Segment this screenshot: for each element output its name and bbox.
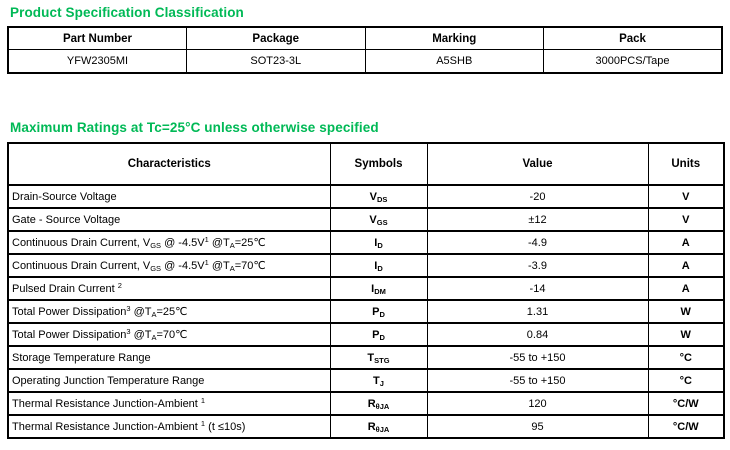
max-ratings-row [8,208,724,231]
max-ratings-row [8,231,724,254]
max-ratings-header-cell: Units [648,143,724,185]
product-spec-header-cell: Pack [544,27,723,50]
units-cell: A [648,277,724,300]
max-ratings-header-row [8,143,724,185]
units-cell: °C [648,346,724,369]
value-cell: 1.31 [427,300,648,323]
product-spec-header-cell: Package [187,27,366,50]
product-spec-data-cell: SOT23-3L [187,50,366,74]
max-ratings-table [7,142,725,439]
characteristic-cell: Thermal Resistance Junction-Ambient $^1$ [8,392,330,415]
symbol-cell: $R_{\theta JA}$ [330,392,427,415]
characteristic-cell: Pulsed Drain Current $^2$ [8,277,330,300]
product-spec-table [7,26,723,74]
symbol-cell: $T_J$ [330,369,427,392]
value-cell: ±12 [427,208,648,231]
max-ratings-row [8,369,724,392]
max-ratings-header-cell: Characteristics [8,143,330,185]
max-ratings-header-cell: Value [427,143,648,185]
characteristic-cell: Gate - Source Voltage [8,208,330,231]
characteristic-cell: Thermal Resistance Junction-Ambient $^1$ (t ≤10s) [8,415,330,438]
max-ratings-row [8,415,724,438]
units-cell: W [648,300,724,323]
units-cell: V [648,185,724,208]
units-cell: V [648,208,724,231]
product-spec-header-row [8,27,722,50]
units-cell: A [648,254,724,277]
max-ratings-row [8,346,724,369]
symbol-cell: $V_{GS}$ [330,208,427,231]
characteristic-cell: Total Power Dissipation$^3$ $@T_A=25℃$ [8,300,330,323]
product-spec-data-cell: YFW2305MI [8,50,187,74]
characteristic-cell: Storage Temperature Range [8,346,330,369]
symbol-cell: $T_{STG}$ [330,346,427,369]
max-ratings-section [0,74,730,439]
product-spec-data-row [8,50,722,74]
value-cell: -3.9 [427,254,648,277]
symbol-cell: $P_D$ [330,300,427,323]
value-cell: -14 [427,277,648,300]
product-spec-data-cell: A5SHB [365,50,544,74]
value-cell: -20 [427,185,648,208]
max-ratings-row [8,277,724,300]
symbol-cell: $V_{DS}$ [330,185,427,208]
units-cell: °C [648,369,724,392]
units-cell: °C/W [648,392,724,415]
value-cell: -55 to +150 [427,346,648,369]
value-cell: 95 [427,415,648,438]
max-ratings-row [8,300,724,323]
value-cell: 120 [427,392,648,415]
characteristic-cell: Continuous Drain Current, $V_{GS}$ @ $-4.5V^1$ $@T_A=70℃$ [8,254,330,277]
units-cell: °C/W [648,415,724,438]
characteristic-cell: Total Power Dissipation$^3$ $@T_A=70℃$ [8,323,330,346]
product-spec-data-cell: 3000PCS/Tape [544,50,723,74]
units-cell: W [648,323,724,346]
max-ratings-row [8,185,724,208]
product-spec-title: Product Specification Classification [10,5,244,20]
symbol-cell: $I_D$ [330,231,427,254]
value-cell: -55 to +150 [427,369,648,392]
characteristic-cell: Operating Junction Temperature Range [8,369,330,392]
max-ratings-row [8,392,724,415]
characteristic-cell: Continuous Drain Current, $V_{GS}$ @ $-4.5V^1$ $@T_A=25℃$ [8,231,330,254]
units-cell: A [648,231,724,254]
value-cell: 0.84 [427,323,648,346]
max-ratings-row [8,254,724,277]
symbol-cell: $I_{DM}$ [330,277,427,300]
product-spec-header-cell: Part Number [8,27,187,50]
product-spec-header-cell: Marking [365,27,544,50]
product-spec-section [0,0,730,74]
symbol-cell: $R_{\theta JA}$ [330,415,427,438]
symbol-cell: $P_D$ [330,323,427,346]
max-ratings-row [8,323,724,346]
characteristic-cell: Drain-Source Voltage [8,185,330,208]
max-ratings-title: Maximum Ratings at Tc=25°C unless otherwise specified [10,120,379,135]
value-cell: -4.9 [427,231,648,254]
max-ratings-header-cell: Symbols [330,143,427,185]
symbol-cell: $I_D$ [330,254,427,277]
